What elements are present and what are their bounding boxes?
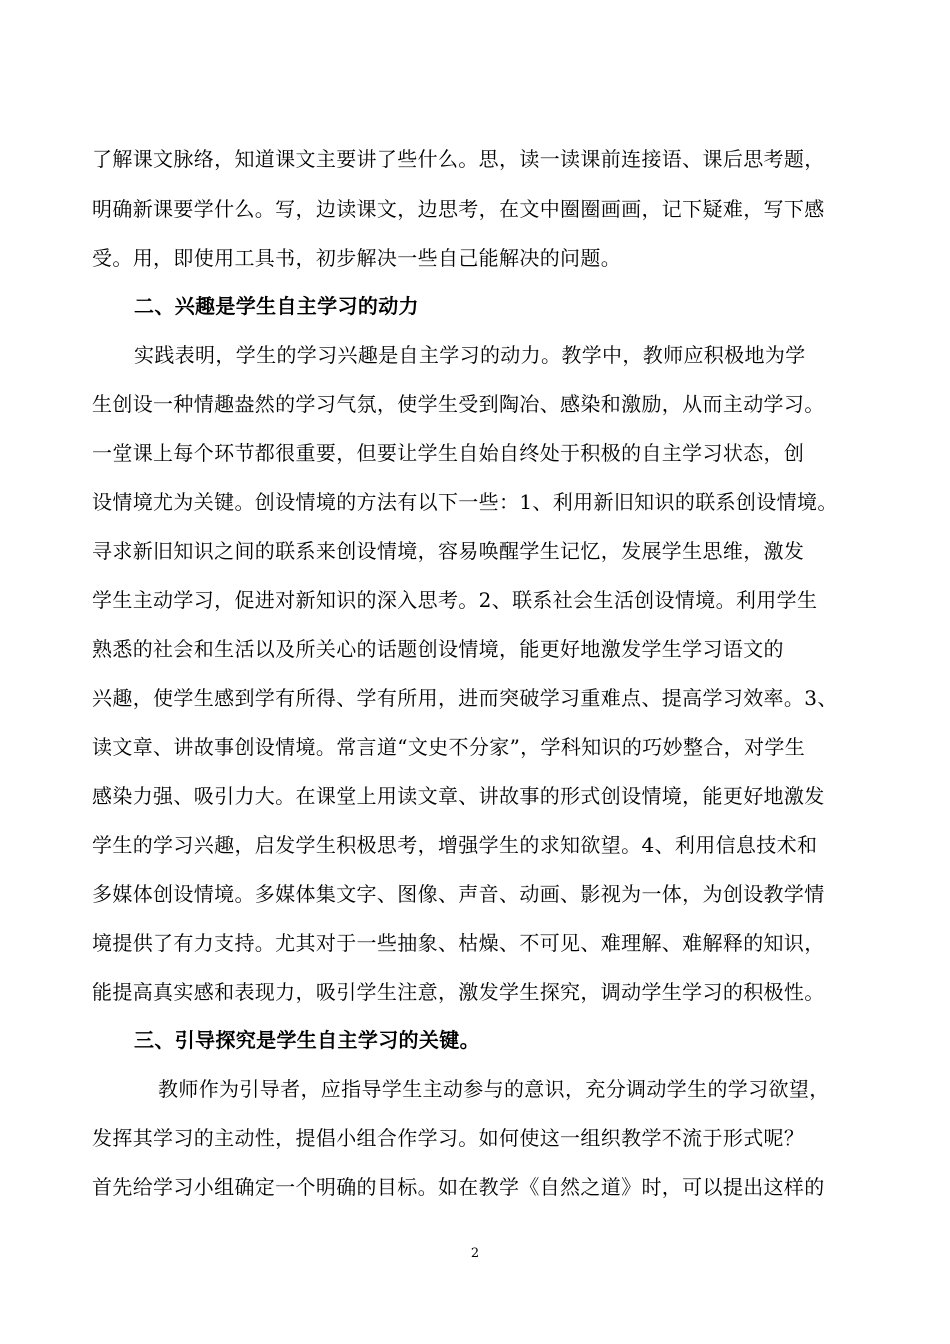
text-line: 首先给学习小组确定一个明确的目标。如在教学《自然之道》时，可以提出这样的 [92, 1175, 825, 1199]
text-line: 感染力强、吸引力大。在课堂上用读文章、讲故事的形式创设情境，能更好地激发 [92, 784, 825, 808]
text-line: 设情境尤为关键。创设情境的方法有以下一些：1、利用新旧知识的联系创设情境。 [92, 490, 838, 514]
page-number: 2 [470, 1246, 480, 1261]
text-line: 发挥其学习的主动性，提倡小组合作学习。如何使这一组织教学不流于形式呢？ [92, 1126, 805, 1150]
text-line: 生创设一种情趣盎然的学习气氛，使学生受到陶冶、感染和激励，从而主动学习。 [92, 392, 825, 416]
text-line: 能提高真实感和表现力，吸引学生注意，激发学生探究，调动学生学习的积极性。 [92, 980, 825, 1004]
text-line: 教师作为引导者，应指导学生主动参与的意识，充分调动学生的学习欲望， [158, 1077, 830, 1101]
section-heading: 三、引导探究是学生自主学习的关键。 [134, 1028, 480, 1052]
text-line: 实践表明，学生的学习兴趣是自主学习的动力。教学中，教师应积极地为学 [134, 343, 806, 367]
text-line: 寻求新旧知识之间的联系来创设情境，容易唤醒学生记忆，发展学生思维，激发 [92, 539, 805, 563]
text-line: 明确新课要学什么。写，边读课文，边思考，在文中圈圈画画，记下疑难，写下感 [92, 197, 825, 221]
text-line: 多媒体创设情境。多媒体集文字、图像、声音、动画、影视为一体，为创设教学情 [92, 882, 825, 906]
text-line: 学生主动学习，促进对新知识的深入思考。2、联系社会生活创设情境。利用学生 [92, 588, 818, 612]
text-line: 学生的学习兴趣，启发学生积极思考，增强学生的求知欲望。4、利用信息技术和 [92, 833, 818, 857]
text-line: 境提供了有力支持。尤其对于一些抽象、枯燥、不可见、难理解、难解释的知识， [92, 931, 825, 955]
section-heading: 二、兴趣是学生自主学习的动力 [134, 294, 419, 318]
text-line: 受。用，即使用工具书，初步解决一些自己能解决的问题。 [92, 246, 622, 270]
text-line: 了解课文脉络，知道课文主要讲了些什么。思，读一读课前连接语、课后思考题， [92, 147, 825, 171]
text-line: 一堂课上每个环节都很重要，但要让学生自始自终处于积极的自主学习状态，创 [92, 441, 805, 465]
text-line: 兴趣，使学生感到学有所得、学有所用，进而突破学习重难点、提高学习效率。3、 [92, 686, 838, 710]
text-line: 熟悉的社会和生活以及所关心的话题创设情境，能更好地激发学生学习语文的 [92, 637, 784, 661]
text-line: 读文章、讲故事创设情境。常言道“文史不分家”，学科知识的巧妙整合，对学生 [92, 735, 806, 759]
